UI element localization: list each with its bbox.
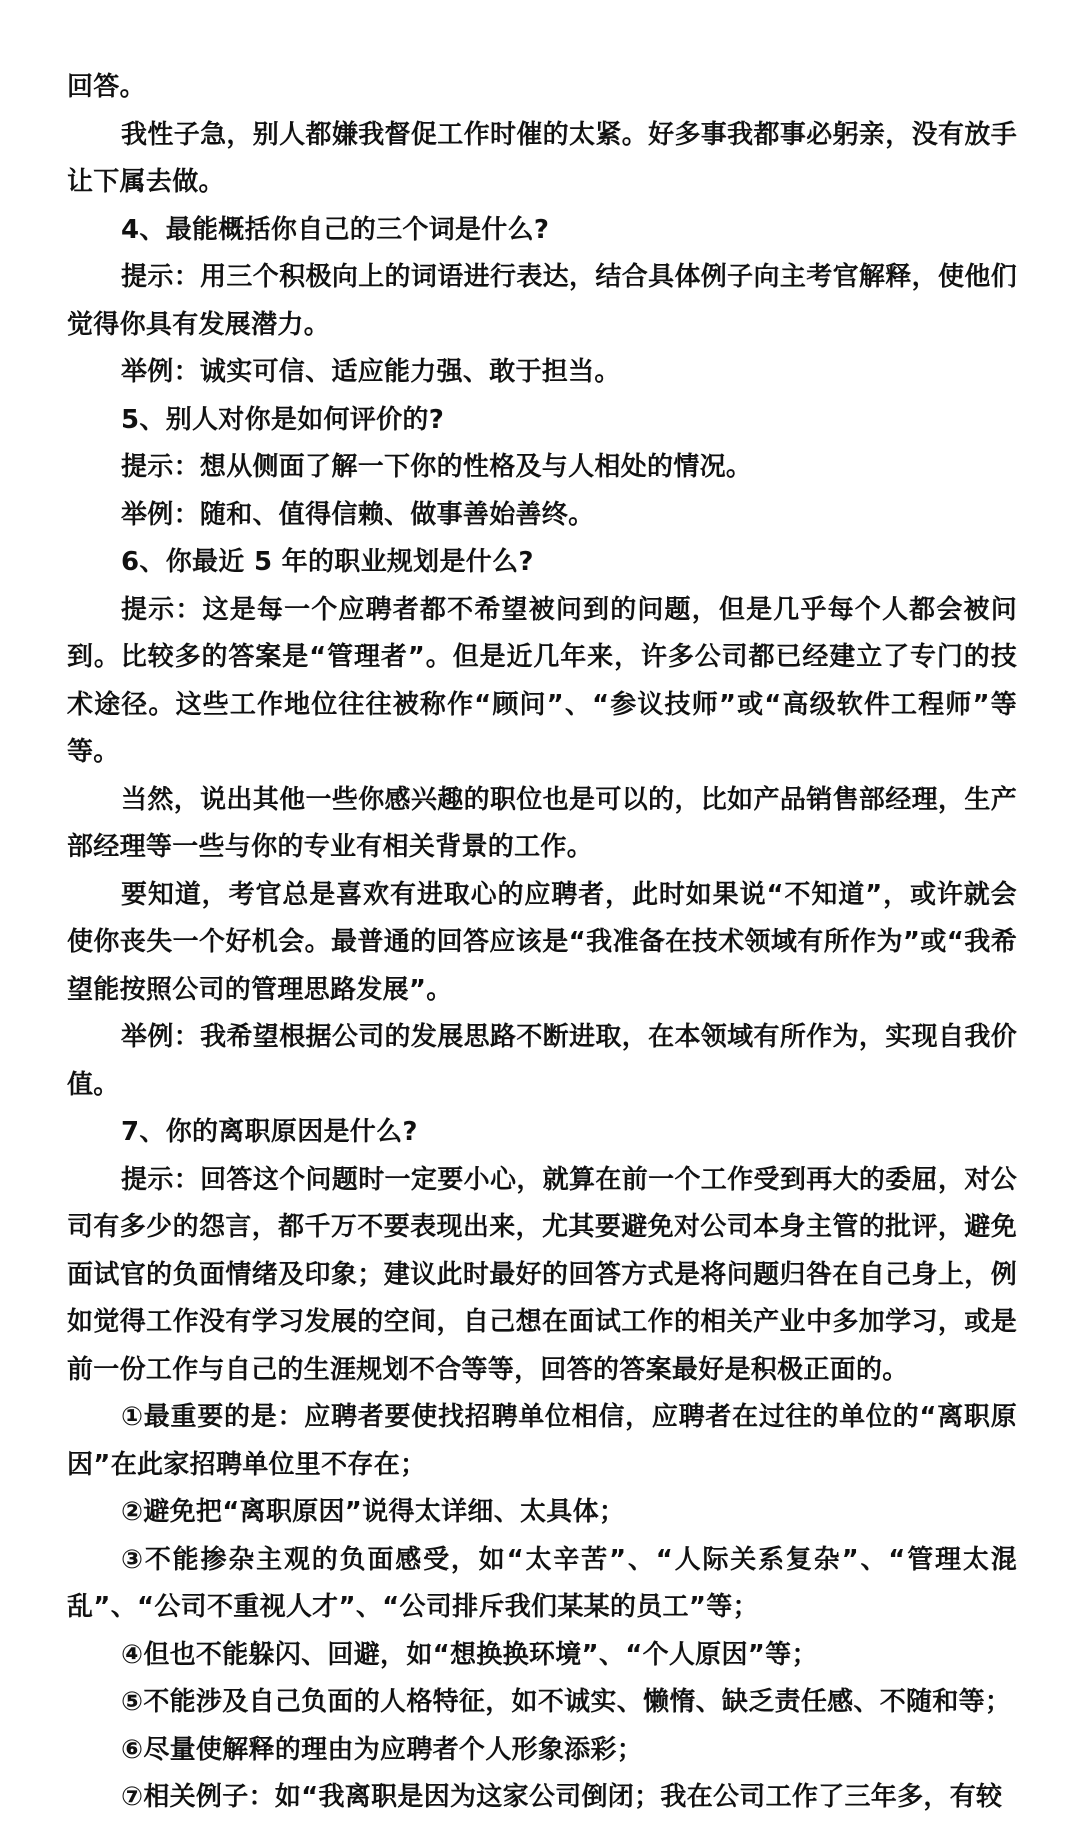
question-4-hint: 提示：用三个积极向上的词语进行表达，结合具体例子向主考官解释，使他们觉得你具有发展潜力。 (67, 262, 1017, 340)
question-5-hint: 提示：想从侧面了解一下你的性格及与人相处的情况。 (121, 452, 753, 482)
question-6-paragraph-ambition: 要知道，考官总是喜欢有进取心的应聘者，此时如果说“不知道”，或许就会使你丧失一个好机会。最普通的回答应该是“我准备在技术领域有所作为”或“我希望能按照公司的管理思路发展”。 (67, 879, 1017, 1005)
question-6-hint: 提示：这是每一个应聘者都不希望被问到的问题，但是几乎每个人都会被问到。比较多的答案是“管理者”。但是近几年来，许多公司都已经建立了专门的技术途径。这些工作地位往往被称作“顾问”、“参议技师”或“高级软件工程师”等等。 (67, 594, 1017, 767)
question-7-point-1: ①最重要的是：应聘者要使找招聘单位相信，应聘者在过往的单位的“离职原因”在此家招聘单位里不存在； (67, 1402, 1017, 1480)
question-7-point-6: ⑥尽量使解释的理由为应聘者个人形象添彩； (121, 1734, 644, 1765)
question-4-example: 举例：诚实可信、适应能力强、敢于担当。 (121, 357, 621, 387)
question-7-point-7: ⑦相关例子：如“我离职是因为这家公司倒闭；我在公司工作了三年多，有较 (121, 1782, 1003, 1812)
question-4-heading: 4、最能概括你自己的三个词是什么? (121, 214, 550, 245)
question-7-point-2: ②避免把“离职原因”说得太详细、太具体； (121, 1497, 626, 1527)
question-6-example: 举例：我希望根据公司的发展思路不断进取，在本领域有所作为，实现自我价值。 (67, 1022, 1017, 1100)
question-7-heading: 7、你的离职原因是什么? (121, 1117, 418, 1147)
question-5-example: 举例：随和、值得信赖、做事善始善终。 (121, 499, 595, 530)
question-7-point-3: ③不能掺杂主观的负面感受，如“太辛苦”、“人际关系复杂”、“管理太混乱”、“公司不重视人才”、“公司排斥我们某某的员工”等； (67, 1544, 1017, 1622)
question-6-heading: 6、你最近 5 年的职业规划是什么? (121, 547, 534, 577)
question-6-paragraph-other-positions: 当然，说出其他一些你感兴趣的职位也是可以的，比如产品销售部经理，生产部经理等一些与你的专业有相关背景的工作。 (67, 784, 1017, 862)
question-7-hint: 提示：回答这个问题时一定要小心，就算在前一个工作受到再大的委屈，对公司有多少的怨言，都千万不要表现出来，尤其要避免对公司本身主管的批评，避免面试官的负面情绪及印象；建议此时最好的回答方式是将问题归咎在自己身上，例如觉得工作没有学习发展的空间，自己想在面试工作的相关产业中多加学习，或是前一份工作与自己的生涯规划不合等等，回答的答案最好是积极正面的。 (67, 1164, 1017, 1385)
document-body (67, 64, 1017, 1822)
question-7-point-4: ④但也不能躲闪、回避，如“想换换环境”、“个人原因”等； (121, 1639, 818, 1670)
question-7-point-5: ⑤不能涉及自己负面的人格特征，如不诚实、懒惰、缺乏责任感、不随和等； (121, 1687, 1012, 1717)
question-5-heading: 5、别人对你是如何评价的? (121, 404, 445, 435)
paragraph-answer-continued: 回答。 (67, 72, 146, 102)
paragraph-example-impatient: 我性子急，别人都嫌我督促工作时催的太紧。好多事我都事必躬亲，没有放手让下属去做。 (67, 119, 1017, 197)
